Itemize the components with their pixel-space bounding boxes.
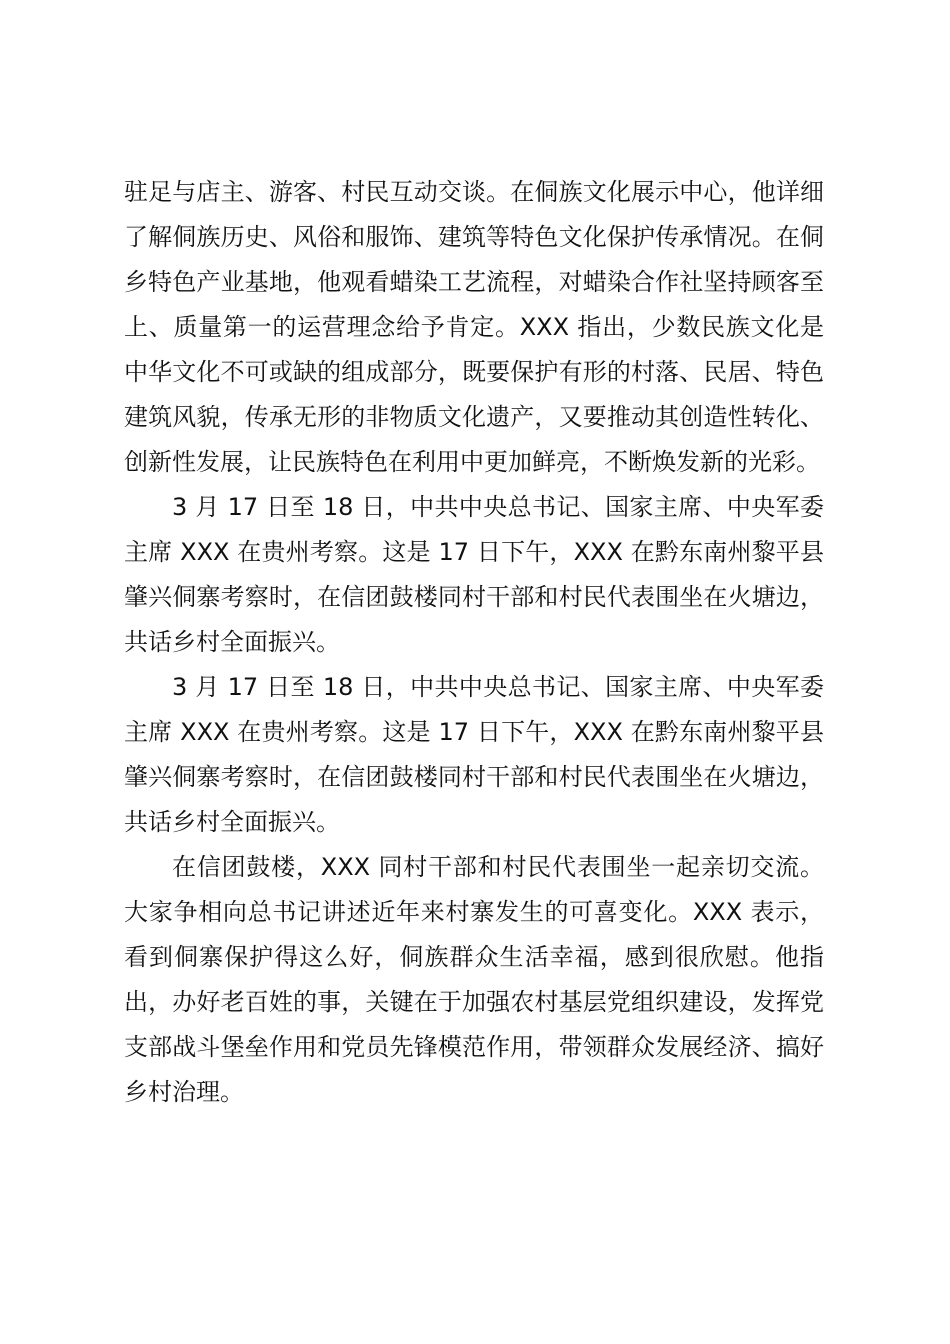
paragraph-1: 驻足与店主、游客、村民互动交谈。在侗族文化展示中心，他详细了解侗族历史、风俗和服饰、建筑等特色文化保护传承情况。在侗乡特色产业基地，他观看蜡染工艺流程，对蜡染合作社坚持顾客至上、质量第一的运营理念给予肯定。XXX 指出，少数民族文化是中华文化不可或缺的组成部分，既要保护有形的村落、民居、特色建筑风貌，传承无形的非物质文化遗产，又要推动其创造性转化、创新性发展，让民族特色在利用中更加鲜亮，不断焕发新的光彩。 [124,178,824,476]
paragraph-4: 在信团鼓楼，XXX 同村干部和村民代表围坐一起亲切交流。大家争相向总书记讲述近年来村寨发生的可喜变化。XXX 表示，看到侗寨保护得这么好，侗族群众生活幸福，感到很欣慰。他指出，办好老百姓的事，关键在于加强农村基层党组织建设，发挥党支部战斗堡垒作用和党员先锋模范作用，带领群众发展经济、搞好乡村治理。 [124,853,824,1106]
document-body [124,170,824,1115]
paragraph-2: 3 月 17 日至 18 日，中共中央总书记、国家主席、中央军委主席 XXX 在贵州考察。这是 17 日下午，XXX 在黔东南州黎平县肇兴侗寨考察时，在信团鼓楼同村干部和村民代表围坐在火塘边，共话乡村全面振兴。 [124,493,824,656]
paragraph-3: 3 月 17 日至 18 日，中共中央总书记、国家主席、中央军委主席 XXX 在贵州考察。这是 17 日下午，XXX 在黔东南州黎平县肇兴侗寨考察时，在信团鼓楼同村干部和村民代表围坐在火塘边，共话乡村全面振兴。 [124,673,824,836]
